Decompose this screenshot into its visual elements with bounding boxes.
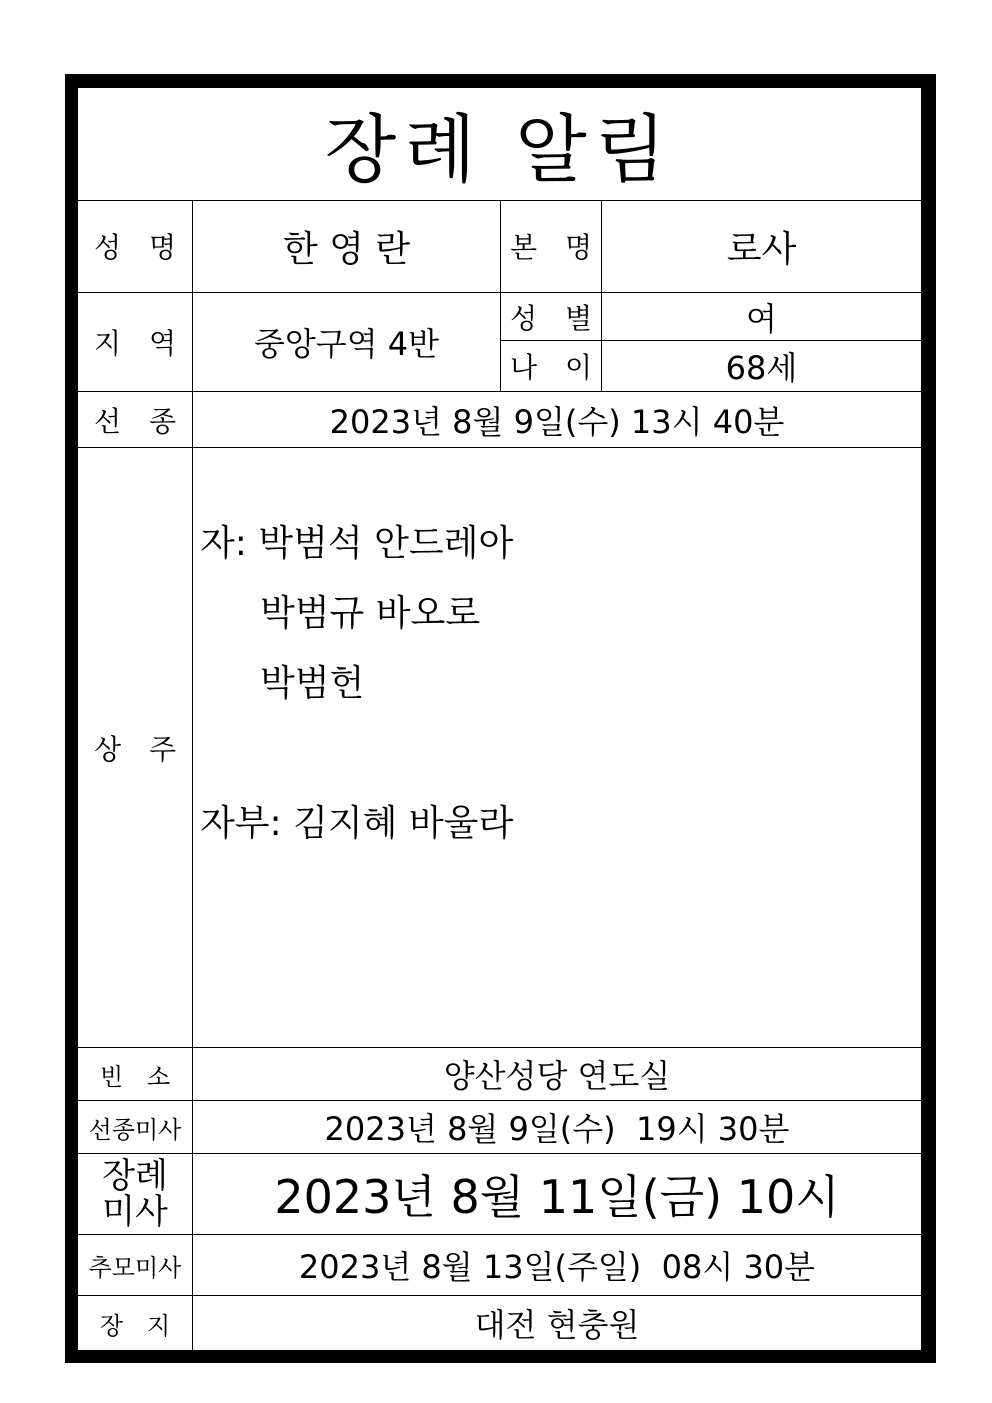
- mourner-son-2: 박범규 바오로: [260, 593, 481, 634]
- memorial-mass-label: 추모미사: [88, 1253, 182, 1282]
- funeral-mass-label-line2: 미사: [102, 1192, 168, 1232]
- death-value: 2023년 8월 9일(수) 13시 40분: [329, 402, 785, 441]
- funeral-mass-label: [78, 1154, 192, 1234]
- name-label: 성 명: [93, 231, 177, 264]
- gender-value: 여: [746, 299, 777, 338]
- memorial-mass-value: 2023년 8월 13일(주일) 08시 30분: [298, 1248, 816, 1286]
- divider: [78, 447, 921, 448]
- burial-label: 장 지: [99, 1311, 171, 1340]
- mourner-son-3: 박범헌: [260, 663, 365, 704]
- burial-value: 대전 현충원: [474, 1306, 640, 1344]
- mortuary-value: 양산성당 연도실: [443, 1057, 671, 1095]
- page-title: 장례 알림: [324, 107, 675, 193]
- baptism-value: 로사: [726, 228, 797, 270]
- age-label: 나 이: [509, 351, 593, 384]
- baptism-label: 본 명: [509, 231, 593, 264]
- vigil-mass-value: 2023년 8월 9일(수) 19시 30분: [324, 1110, 790, 1148]
- funeral-mass-label-line1: 장례: [102, 1156, 168, 1196]
- mourner-daughter-in-law: 자부: 김지혜 바울라: [200, 803, 514, 844]
- mortuary-label: 빈 소: [99, 1062, 171, 1091]
- funeral-mass-value: 2023년 8월 11일(금) 10시: [274, 1170, 840, 1224]
- region-label: 지 역: [93, 327, 177, 360]
- vigil-mass-label: 선종미사: [88, 1115, 182, 1144]
- name-value: 한 영 란: [282, 228, 411, 270]
- mourners-label: 상 주: [93, 732, 177, 766]
- mourner-son-1: 자: 박범석 안드레아: [200, 523, 514, 564]
- death-label: 선 종: [93, 404, 177, 438]
- region-value: 중앙구역 4반: [253, 325, 440, 363]
- age-value: 68세: [725, 349, 798, 387]
- gender-label: 성 별: [509, 301, 593, 335]
